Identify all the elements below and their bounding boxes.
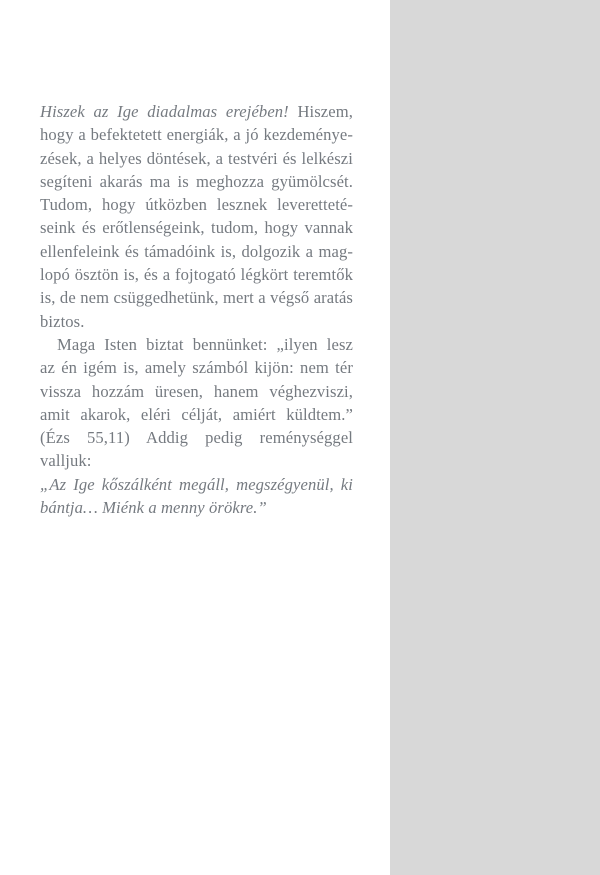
- text-line: Tudom, hogy útközben lesznek leveretteté-: [40, 195, 353, 215]
- body-text: [40, 100, 353, 519]
- text-line: az én igém is, amely számból kijön: nem tér: [40, 358, 353, 378]
- text-line: is, de nem csüggedhetünk, mert a végső aratás: [40, 288, 353, 308]
- text-line: seink és erőtlenségeink, tudom, hogy vannak: [40, 218, 353, 238]
- text-line: segíteni akarás ma is meghozza gyümölcsét.: [40, 171, 353, 191]
- text-line: hogy a befektetett energiák, a jó kezdeménye-: [40, 125, 353, 145]
- text-line: lopó ösztön is, és a fojtogató légkört teremtők: [40, 265, 353, 285]
- italic-opening-phrase: Hiszek az Ige diadalmas erejében!: [40, 102, 289, 121]
- text-line-paragraph-start: Maga Isten biztat bennünket: „ilyen lesz: [57, 334, 353, 354]
- side-panel: [390, 0, 600, 875]
- text-line-italic-quote: „Az Ige kőszálként megáll, megszégyenül, ki: [40, 474, 353, 494]
- text-line: vissza hozzám üresen, hanem véghezviszi,: [40, 381, 353, 401]
- text-line: (Ézs 55,11) Addig pedig reménységgel valljuk:: [40, 428, 353, 471]
- text-line-paragraph-end: biztos.: [40, 311, 85, 331]
- text-line: ellenfeleink és támadóink is, dolgozik a mag-: [40, 241, 353, 261]
- text-line: zések, a helyes döntések, a testvéri és lelkészi: [40, 148, 353, 168]
- text-line: amit akarok, eléri célját, amiért küldtem.”: [40, 404, 353, 424]
- regular-phrase: Hiszem,: [288, 102, 353, 121]
- text-line-italic-quote-end: bántja… Miénk a menny örökre.”: [40, 498, 267, 518]
- text-line: [40, 100, 353, 123]
